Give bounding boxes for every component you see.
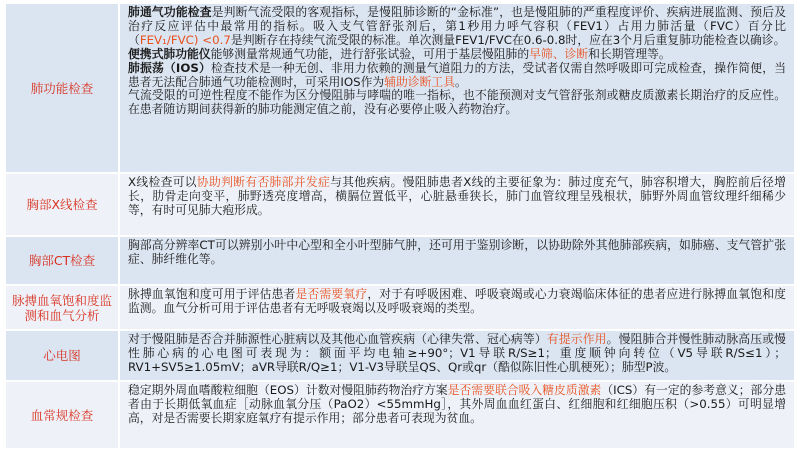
text: 是判断气流受限的客观指标，是慢阻肺诊断的“金标准”，也是慢阻肺的严重程度评价、疾病进展监测、预后及治疗反应评估中最常用的指标。吸入支气管舒张剂后，第1秒用力呼气容积（FEV1）占用力肺活量（FVC）百分比（: [128, 5, 786, 47]
paragraph: [128, 62, 786, 90]
text: 检查技术是一种无创、非用力依赖的测量气道阻力的方法，受试者仅需自然呼吸即可完成检查，操作简便，当患者无法配合肺通气功能检测时，可采用IOS作为: [128, 60, 786, 89]
paragraph: [128, 176, 786, 218]
row-content-oximetry-blood-gas: [120, 286, 794, 329]
text: 脉搏血氧饱和度可用于评估患者: [128, 287, 296, 301]
row-content-pulmonary-function: [120, 4, 794, 172]
text: 和长期管理等。: [588, 46, 671, 61]
text: 对于慢阻肺是否合并肺源性心脏病以及其他心血管疾病（心律失常、冠心病等）: [128, 332, 547, 346]
bold-term: 肺通气功能检查: [128, 5, 212, 19]
row-label-pulmonary-function: 肺功能检查: [6, 4, 120, 172]
row-label-oximetry-blood-gas: 脉搏血氧饱和度监测和血气分析: [6, 286, 120, 329]
paragraph: [128, 333, 786, 375]
text: 。: [455, 74, 467, 89]
paragraph: [128, 288, 786, 316]
text: 稳定期外周血嗜酸粒细胞（EOS）计数对慢阻肺药物治疗方案: [128, 383, 448, 397]
paragraph: [128, 6, 786, 48]
row-label-chest-ct: 胸部CT检查: [6, 237, 120, 284]
highlight: 早筛、诊断: [529, 46, 589, 61]
text: ，对于有呼吸困难、呼吸衰竭或心力衰竭临床体征的患者应进行脉搏血氧饱和度监测。血气分析可用于评估患者有无呼吸衰竭以及呼吸衰竭的类型。: [128, 287, 786, 315]
bold-term: 肺振荡（IOS）: [128, 60, 212, 75]
paragraph: 胸部高分辨率CT可以辨别小叶中心型和全小叶型肺气肿，还可用于鉴别诊断，以协助除外其他肺部疾病，如肺癌、支气管扩张症、肺纤维化等。: [128, 238, 786, 266]
highlight: 协助判断有否肺部并发症: [196, 175, 331, 189]
text: 能够测量常规通气功能，进行舒张试验，可用于基层慢阻肺的: [210, 46, 530, 61]
paragraph: [128, 48, 786, 62]
exam-table: [6, 4, 794, 446]
highlight: 是否需要氧疗: [295, 287, 368, 301]
text: X线检查可以: [128, 175, 197, 189]
row-content-chest-xray: [120, 174, 794, 235]
text: 是判断存在持续气流受限的标准。单次测量FEV1/FVC在0.6-0.8时，应在3个月后重复肺功能检查以确诊。: [230, 32, 786, 47]
row-content-ecg: [120, 331, 794, 380]
highlight: 辅助诊断工具: [384, 74, 455, 89]
row-label-blood-routine: 血常规检查: [6, 382, 120, 448]
text: 与其他疾病。慢阻肺患者X线的主要征象为：肺过度充气，肺容积增大，胸腔前后径增长，肋骨走向变平，肺野透亮度增高，横膈位置低平，心脏悬垂狭长，肺门血管纹理呈残根状，肺野外周血管纹理纤细稀少等，有时可见肺大疱形成。: [128, 175, 786, 217]
highlight: 是否需要联合吸入糖皮质激素: [447, 383, 602, 397]
paragraph: 气流受限的可逆性程度不能作为区分慢阻肺与哮喘的唯一指标，也不能预测对支气管舒张剂或糖皮质激素长期治疗的反应性。在患者随访期间获得新的肺功能测定值之前，没有必要停止吸入药物治疗。: [128, 88, 786, 117]
row-content-chest-ct: [120, 237, 794, 284]
paragraph: [128, 384, 786, 426]
row-content-blood-routine: [120, 382, 794, 448]
row-label-ecg: 心电图: [6, 331, 120, 380]
text: 。慢阻肺合并慢性肺动脉高压或慢性肺心病的心电图可表现为：额面平均电轴≥+90°；V1导联R/S≥1；重度顺钟向转位（V5导联R/S≤1）；RV1+SV5≥1.05mV；aVR导联R/Q≥1；V1-V3导联呈QS、Qr或qr（酷似陈旧性心肌梗死）；肺型P波。: [128, 332, 786, 374]
highlight: 有提示作用: [546, 332, 607, 346]
row-label-chest-xray: 胸部X线检查: [6, 174, 120, 235]
highlight: FEV₁/FVC) <0.7: [139, 32, 231, 47]
text: （ICS）有一定的参考意义；部分患者由于长期低氧血症［动脉血氧分压（PaO2）<55mmHg］，其外周血血红蛋白、红细胞和红细胞压积（>0.55）可明显增高，对是否需要长期家庭氧疗有提示作用；部分患者可表现为贫血。: [128, 383, 786, 425]
bold-term: 便携式肺功能仪: [128, 46, 211, 61]
